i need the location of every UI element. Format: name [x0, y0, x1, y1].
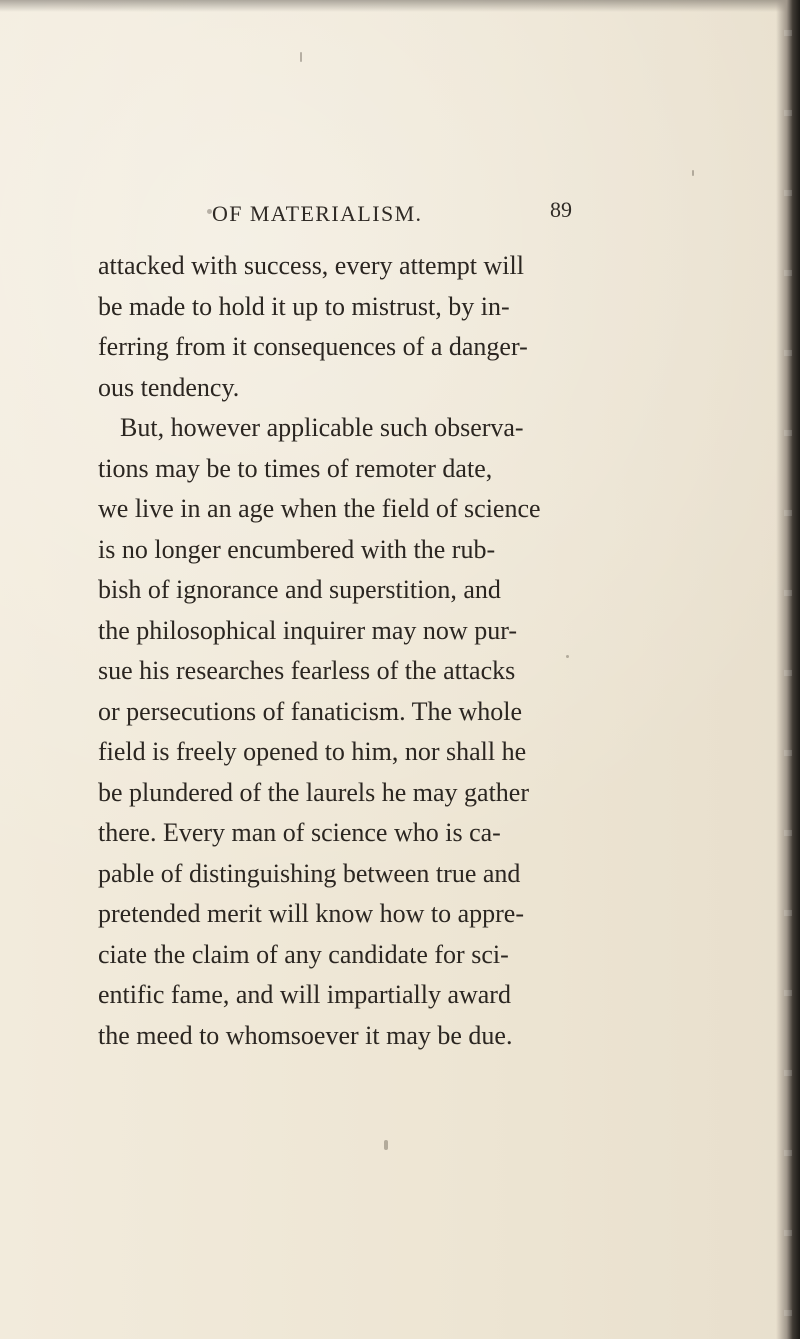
text-line: there. Every man of science who is ca-: [98, 818, 501, 847]
text-line: attacked with success, every attempt will: [98, 251, 524, 280]
text-line: ciate the claim of any candidate for sci-: [98, 939, 509, 969]
text-line: the philosophical inquirer may now pur-: [98, 615, 517, 645]
running-head-title: OF MATERIALISM.: [212, 201, 423, 226]
paper-speck: [566, 655, 569, 658]
text-line: But, however applicable such observa-: [120, 413, 524, 442]
page-number: 89: [550, 197, 572, 222]
text-line: we live in an age when the field of science: [98, 494, 541, 523]
text-line: be made to hold it up to mistrust, by in-: [98, 291, 510, 321]
running-head: [212, 197, 572, 231]
text-line: ferring from it consequences of a danger-: [98, 332, 528, 361]
paper-speck: [300, 52, 302, 62]
text-line: is no longer encumbered with the rub-: [98, 534, 496, 564]
page-edge-texture: [784, 0, 792, 1339]
text-line: the meed to whomsoever it may be due.: [98, 1020, 513, 1050]
text-line: or persecutions of fanaticism. The whole: [98, 696, 523, 726]
text-line: tions may be to times of remoter date,: [98, 453, 493, 483]
text-line: entific fame, and will impartially award: [98, 980, 511, 1009]
text-line: be plundered of the laurels he may gather: [98, 777, 529, 807]
text-line: bish of ignorance and superstition, and: [98, 575, 501, 604]
text-line: field is freely opened to him, nor shall he: [98, 737, 527, 766]
paper-speck: [692, 170, 694, 176]
text-line: ous tendency.: [98, 372, 240, 402]
text-line: sue his researches fearless of the attacks: [98, 656, 516, 685]
paper-speck: [384, 1140, 388, 1150]
text-line: pable of distinguishing between true and: [98, 858, 521, 888]
text-line: pretended merit will know how to appre-: [98, 899, 524, 928]
body-text: [98, 246, 578, 1056]
paper-speck: [207, 209, 212, 214]
top-shadow: [0, 0, 800, 12]
